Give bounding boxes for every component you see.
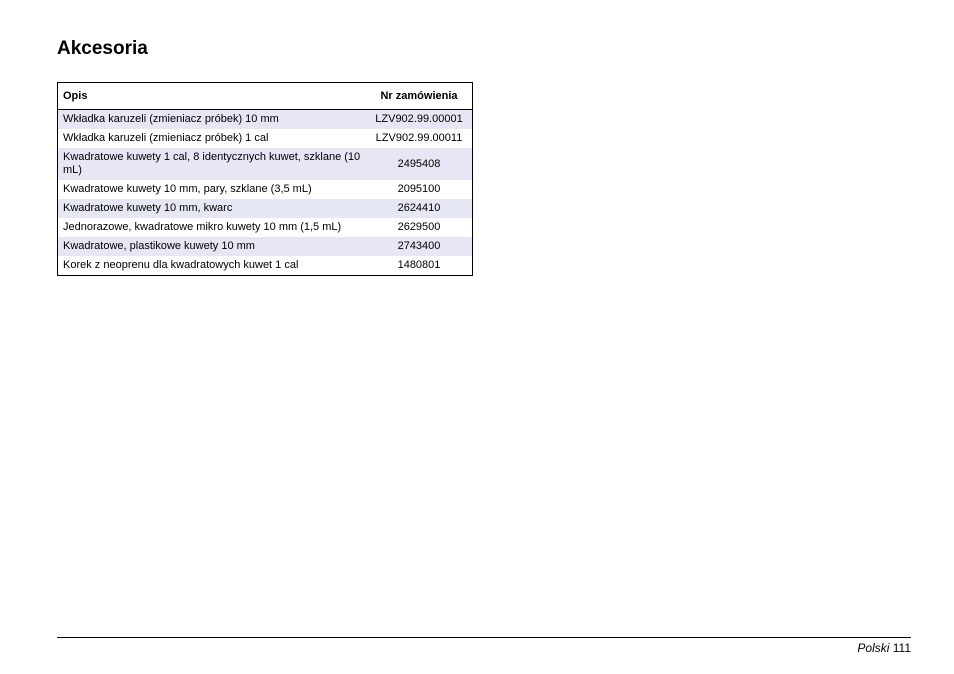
table-row bbox=[58, 129, 473, 148]
footer-page-number: 111 bbox=[892, 641, 911, 655]
cell-description: Korek z neoprenu dla kwadratowych kuwet 1 cal bbox=[58, 256, 367, 276]
footer-language: Polski bbox=[857, 641, 890, 655]
table-row bbox=[58, 218, 473, 237]
table-header-row bbox=[58, 83, 473, 110]
table-row bbox=[58, 110, 473, 130]
cell-order-number: LZV902.99.00011 bbox=[366, 129, 473, 148]
cell-order-number: 1480801 bbox=[366, 256, 473, 276]
column-header-order-number: Nr zamówienia bbox=[366, 83, 473, 110]
page-footer bbox=[857, 641, 911, 656]
cell-description: Kwadratowe kuwety 10 mm, pary, szklane (3,5 mL) bbox=[58, 180, 367, 199]
cell-order-number: 2624410 bbox=[366, 199, 473, 218]
table-row bbox=[58, 148, 473, 180]
cell-description: Kwadratowe, plastikowe kuwety 10 mm bbox=[58, 237, 367, 256]
cell-order-number: 2743400 bbox=[366, 237, 473, 256]
table-row bbox=[58, 199, 473, 218]
table-row bbox=[58, 180, 473, 199]
table-row bbox=[58, 256, 473, 276]
cell-order-number: 2495408 bbox=[366, 148, 473, 180]
cell-description: Wkładka karuzeli (zmieniacz próbek) 10 mm bbox=[58, 110, 367, 130]
cell-order-number: 2629500 bbox=[366, 218, 473, 237]
cell-description: Wkładka karuzeli (zmieniacz próbek) 1 cal bbox=[58, 129, 367, 148]
column-header-description: Opis bbox=[58, 83, 367, 110]
cell-order-number: 2095100 bbox=[366, 180, 473, 199]
accessories-table bbox=[57, 82, 473, 276]
footer-divider bbox=[57, 637, 911, 638]
cell-description: Kwadratowe kuwety 10 mm, kwarc bbox=[58, 199, 367, 218]
page-title: Akcesoria bbox=[57, 38, 148, 59]
table-row bbox=[58, 237, 473, 256]
cell-order-number: LZV902.99.00001 bbox=[366, 110, 473, 130]
cell-description: Jednorazowe, kwadratowe mikro kuwety 10 mm (1,5 mL) bbox=[58, 218, 367, 237]
cell-description: Kwadratowe kuwety 1 cal, 8 identycznych kuwet, szklane (10 mL) bbox=[58, 148, 367, 180]
